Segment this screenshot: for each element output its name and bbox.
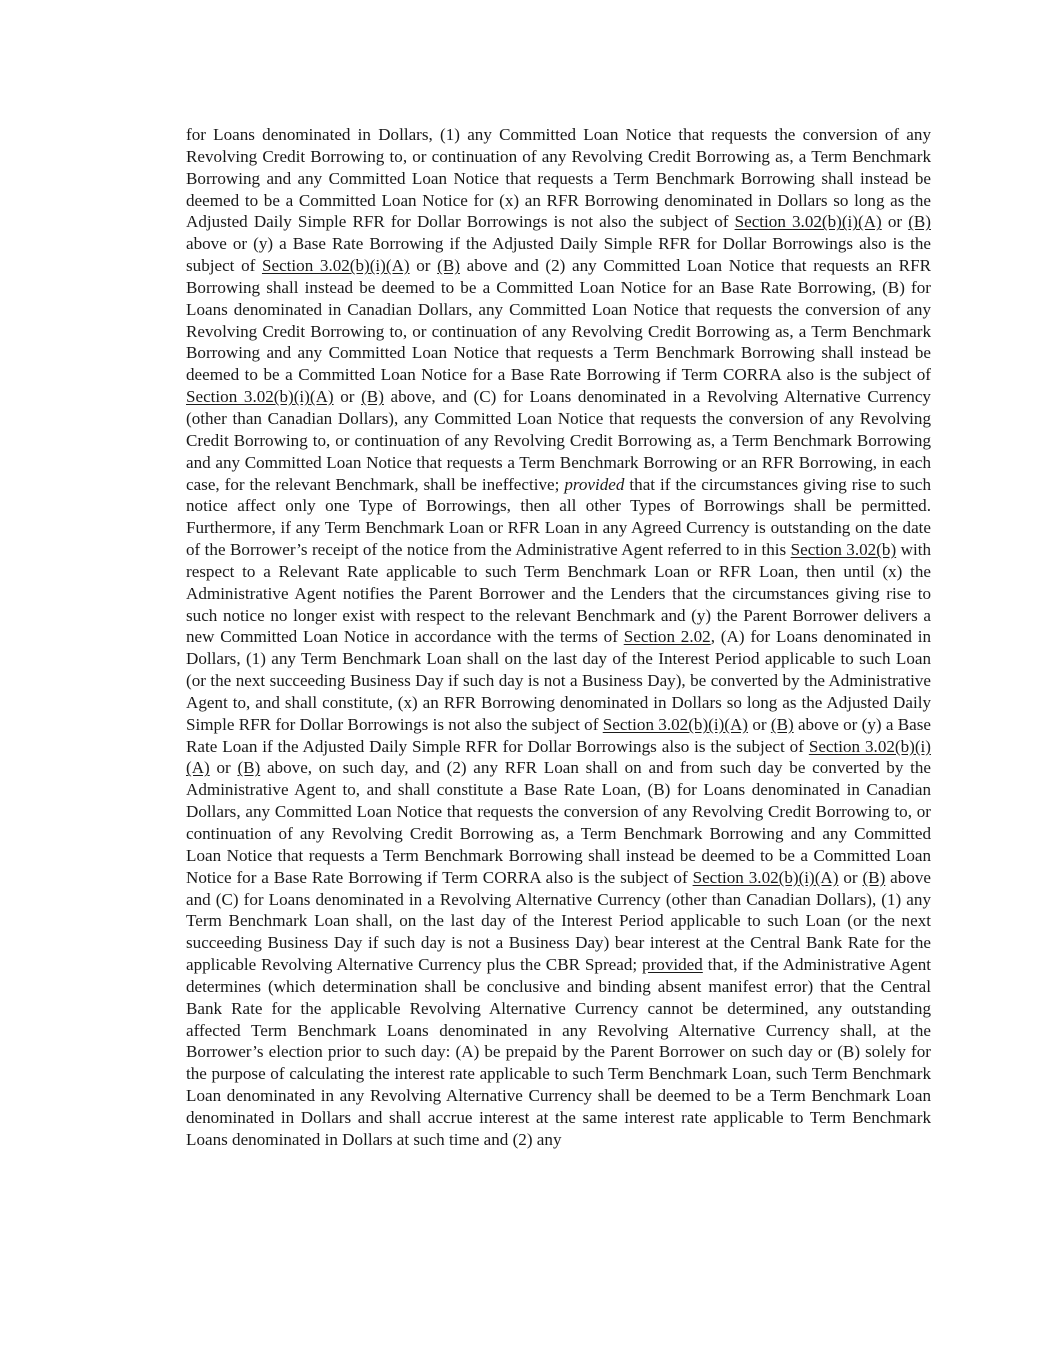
text-segment: or: [409, 256, 438, 276]
underlined-provided: provided: [642, 955, 703, 975]
section-reference: (B): [437, 256, 460, 276]
body-paragraph: [186, 124, 931, 1151]
text-segment: above, and (C) for Loans denominated in a Revolving Alternative Currency (other than Canadian Dollars), any Committed Loan Notice that requests the conversion of any Revolving Credit Borrowing to, or continuation of any Revolving Credit Borrowing as, a Term Benchmark Borrowing and any Committed Loan Notice that requests a Term Benchmark Borrowing or an RFR Borrowing, in each case, for the relevant Benchmark, shall be ineffective;: [186, 387, 931, 494]
text-segment: above or (y) a Base Rate Borrowing if the Adjusted Daily Simple RFR for Dollar Borrowings also is the subject of: [186, 234, 931, 276]
text-segment: or: [748, 714, 771, 734]
section-reference: (B): [908, 212, 931, 232]
text-segment: that, if the Administrative Agent determines (which determination shall be conclusive and binding absent manifest error) that the Central Bank Rate for the applicable Revolving Alternative Currency cannot be determined, any outstanding affected Term Benchmark Loans denominated in any Revolving Alternative Currency shall, at the Borrower’s election prior to such day: (A) be prepaid by the Parent Borrower on such day or (B) solely for the purpose of calculating the interest rate applicable to such Term Benchmark Loan, such Term Benchmark Loan denominated in any Revolving Alternative Currency shall be deemed to be a Term Benchmark Loan denominated in Dollars and shall accrue interest at the same interest rate applicable to Term Benchmark Loans denominated in Dollars at such time and (2) any: [186, 955, 931, 1149]
text-segment: with respect to a Relevant Rate applicable to such Term Benchmark Loan or RFR Loan, then until (x) the Administrative Agent notifies the Parent Borrower and the Lenders that the circumstances giving rise to such notice no longer exist with respect to the relevant Benchmark and (y) the Parent Borrower delivers a new Committed Loan Notice in accordance with the terms of: [186, 540, 931, 647]
text-segment: for Loans denominated in Dollars, (1) any Committed Loan Notice that requests the conversion of any Revolving Credit Borrowing to, or continuation of any Revolving Credit Borrowing as, a Term Benchmark Borrowing and any Committed Loan Notice that requests a Term Benchmark Borrowing shall instead be deemed to be a Committed Loan Notice for (x) an RFR Borrowing denominated in Dollars so long as the Adjusted Daily Simple RFR for Dollar Borrowings is not also the subject of: [186, 125, 931, 232]
text-segment: above and (2) any Committed Loan Notice that requests an RFR Borrowing shall instead be deemed to be a Committed Loan Notice for an Base Rate Borrowing, (B) for Loans denominated in Canadian Dollars, any Committed Loan Notice that requests the conversion of any Revolving Credit Borrowing to, or continuation of any Revolving Credit Borrowing as, a Term Benchmark Borrowing and any Committed Loan Notice that requests a Term Benchmark Borrowing shall instead be deemed to be a Committed Loan Notice for a Base Rate Borrowing if Term CORRA also is the subject of: [186, 256, 931, 385]
text-segment: above or (y) a Base Rate Loan if the Adjusted Daily Simple RFR for Dollar Borrowings also is the subject of: [186, 714, 931, 756]
emphasis-provided: provided: [564, 474, 625, 494]
text-segment: or: [881, 212, 909, 232]
section-reference: Section 3.02(b)(i)(A): [186, 736, 931, 778]
text-segment: or: [838, 867, 863, 887]
section-reference: Section 3.02(b)(i)(A): [734, 212, 882, 232]
text-segment: , (A) for Loans denominated in Dollars, (1) any Term Benchmark Loan shall on the last day of the Interest Period applicable to such Loan (or the next succeeding Business Day if such day is not a Business Day), be converted by the Administrative Agent to, and shall constitute, (x) an RFR Borrowing denominated in Dollars so long as the Adjusted Daily Simple RFR for Dollar Borrowings is not also the subject of: [186, 627, 932, 734]
section-reference: (B): [862, 867, 886, 887]
text-segment: that if the circumstances giving rise to such notice affect only one Type of Borrowings, then all other Types of Borrowings shall be permitted. Furthermore, if any Term Benchmark Loan or RFR Loan in any Agreed Currency is outstanding on the date of the Borrower’s receipt of the notice from the Administrative Agent referred to in this: [186, 474, 931, 560]
section-reference: Section 2.02: [623, 627, 711, 647]
section-reference: Section 3.02(b)(i)(A): [261, 256, 410, 276]
section-reference: (B): [770, 714, 794, 734]
text-segment: or: [333, 387, 362, 407]
text-segment: or: [209, 758, 238, 778]
section-reference: Section 3.02(b): [790, 540, 897, 560]
section-reference: (B): [361, 387, 384, 407]
section-reference: Section 3.02(b)(i)(A): [602, 714, 749, 734]
section-reference: Section 3.02(b)(i)(A): [692, 867, 839, 887]
text-segment: above, on such day, and (2) any RFR Loan shall on and from such day be converted by the Administrative Agent to, and shall constitute a Base Rate Loan, (B) for Loans denominated in Canadian Dollars, any Committed Loan Notice that requests the conversion of any Revolving Credit Borrowing to, or continuation of any Revolving Credit Borrowing as, a Term Benchmark Borrowing and any Committed Loan Notice that requests a Term Benchmark Borrowing shall instead be deemed to be a Committed Loan Notice for a Base Rate Borrowing if Term CORRA also is the subject of: [186, 758, 931, 887]
text-segment: above and (C) for Loans denominated in a Revolving Alternative Currency (other than Canadian Dollars), (1) any Term Benchmark Loan shall, on the last day of the Interest Period applicable to such Loan (or the next succeeding Business Day if such day is not a Business Day) bear interest at the Central Bank Rate for the applicable Revolving Alternative Currency plus the CBR Spread;: [186, 867, 931, 975]
section-reference: Section 3.02(b)(i)(A): [186, 387, 334, 407]
section-reference: (B): [237, 758, 261, 778]
